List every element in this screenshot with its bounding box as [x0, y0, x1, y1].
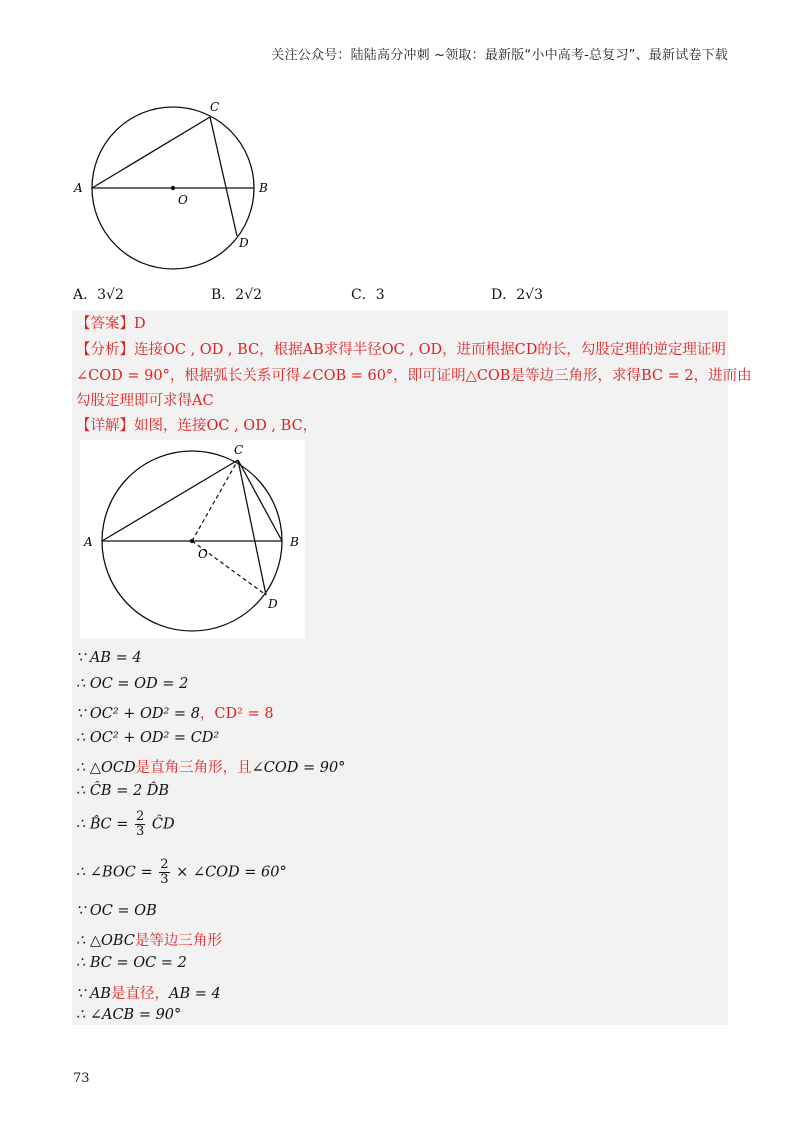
chord-ac — [92, 117, 210, 188]
center-point — [190, 539, 194, 543]
label-d: D — [239, 236, 249, 250]
step-11: ∴ BC = OC = 2 — [76, 955, 187, 971]
solution-block — [72, 310, 752, 1025]
circle-figure-2 — [80, 440, 305, 638]
analysis-line-2: ∠COD = 90°，根据弧长关系可得∠COB = 60°，即可证明△COB是等边三角形，求得BC = 2，进而由 — [76, 368, 752, 384]
page-header: 关注公众号：陆陆高分冲刺 ~领取：最新版“小中高考-总复习”、最新试卷下载 — [271, 48, 728, 63]
step-3: ∵ OC² + OD² = 8，CD² = 8 — [76, 706, 274, 722]
circle-figure-1 — [66, 96, 286, 276]
step-13: ∴ ∠ACB = 90° — [76, 1007, 182, 1023]
choice-c: C．3 — [351, 287, 385, 303]
label-d: D — [268, 597, 278, 611]
step-5: ∴ △OCD是直角三角形，且∠COD = 90° — [76, 760, 346, 776]
answer-choices — [73, 284, 713, 304]
page-number: 73 — [73, 1071, 90, 1086]
step-8: ∴ ∠BOC = $\frac{2}{3}$ × ∠COD = 60° — [76, 857, 287, 887]
step-12: ∵ AB是直径，AB = 4 — [76, 986, 221, 1002]
step-6: ∴ ĈB = 2 D̂B — [76, 783, 170, 799]
step-7: ∴ B̂C = $\frac{2}{3}$ ĈD — [76, 809, 175, 839]
label-o: O — [178, 193, 188, 207]
choice-d: D．2√3 — [491, 287, 543, 303]
label-b: B — [290, 535, 299, 549]
step-10: ∴ △OBC是等边三角形 — [76, 933, 222, 949]
label-c: C — [210, 100, 220, 114]
center-point — [171, 186, 175, 190]
step-9: ∵ OC = OB — [76, 903, 157, 919]
detail-line: 【详解】如图，连接OC , OD , BC， — [76, 418, 318, 434]
analysis-line-1: 【分析】连接OC , OD , BC，根据AB求得半径OC , OD，进而根据CD的长，勾股定理的逆定理证明 — [76, 342, 726, 358]
choice-b: B．2√2 — [211, 287, 263, 303]
step-2: ∴ OC = OD = 2 — [76, 676, 189, 692]
answer-line: 【答案】D — [76, 316, 146, 332]
label-a: A — [84, 535, 93, 549]
label-b: B — [259, 181, 268, 195]
step-1: ∵ AB = 4 — [76, 650, 142, 666]
choice-a: A．3√2 — [73, 287, 124, 303]
fraction: $\frac{2}{3}$ — [160, 857, 169, 887]
label-c: C — [234, 443, 244, 457]
label-a: A — [74, 181, 83, 195]
fraction: $\frac{2}{3}$ — [135, 809, 145, 839]
label-o: O — [198, 547, 208, 561]
chord-cd — [210, 117, 237, 236]
analysis-line-3: 勾股定理即可求得AC — [76, 393, 214, 409]
step-4: ∴ OC² + OD² = CD² — [76, 730, 220, 746]
